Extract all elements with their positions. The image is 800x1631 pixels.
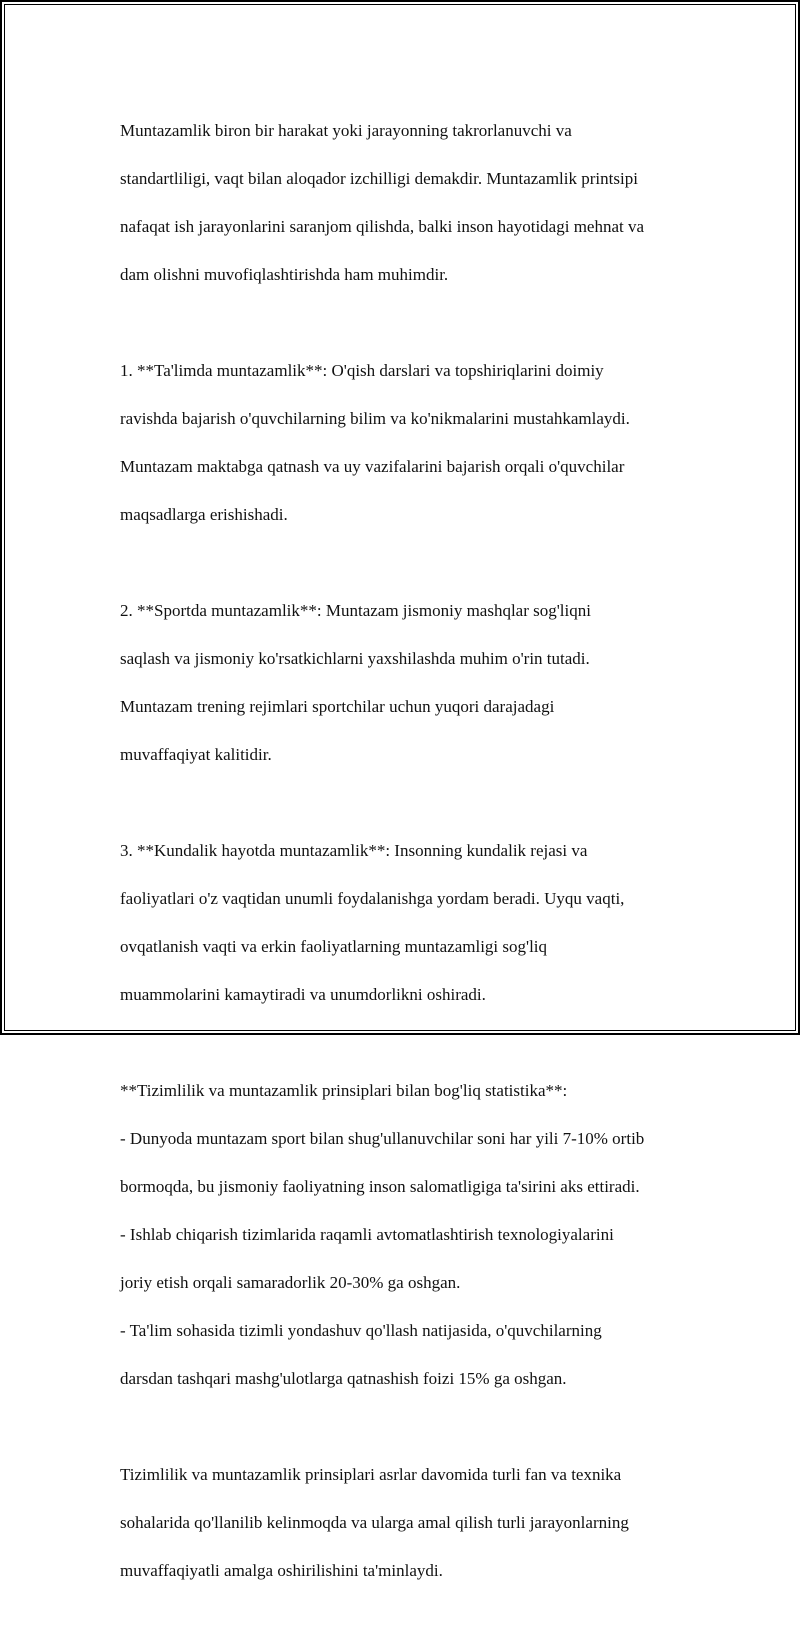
text-line: standartliligi, vaqt bilan aloqador izchilligi demakdir. Muntazamlik printsipi	[120, 169, 638, 188]
text-line: ovqatlanish vaqti va erkin faoliyatlarning muntazamligi sog'liq	[120, 937, 548, 956]
text-line: sohalarida qo'llanilib kelinmoqda va ularga amal qilish turli jarayonlarning	[120, 1513, 629, 1532]
paragraph-sport	[120, 575, 700, 791]
text-line: maqsadlarga erishishadi.	[120, 505, 288, 524]
text-line: faoliyatlari o'z vaqtidan unumli foydalanishga yordam beradi. Uyqu vaqti,	[120, 889, 625, 908]
text-line: 3. **Kundalik hayotda muntazamlik**: Insonning kundalik rejasi va	[120, 841, 588, 860]
paragraph-statistics	[120, 1055, 700, 1415]
document-body	[120, 95, 700, 1631]
paragraph-education	[120, 335, 700, 551]
text-line: 2. **Sportda muntazamlik**: Muntazam jismoniy mashqlar sog'liqni	[120, 601, 591, 620]
text-line: joriy etish orqali samaradorlik 20-30% ga oshgan.	[120, 1273, 461, 1292]
text-line: muvaffaqiyat kalitidir.	[120, 745, 272, 764]
text-line: bormoqda, bu jismoniy faoliyatning inson salomatligiga ta'sirini aks ettiradi.	[120, 1177, 640, 1196]
text-line: nafaqat ish jarayonlarini saranjom qilishda, balki inson hayotidagi mehnat va	[120, 217, 645, 236]
text-line: 1. **Ta'limda muntazamlik**: O'qish darslari va topshiriqlarini doimiy	[120, 361, 604, 380]
text-line: darsdan tashqari mashg'ulotlarga qatnashish foizi 15% ga oshgan.	[120, 1369, 567, 1388]
paragraph-intro	[120, 95, 700, 311]
text-line: - Dunyoda muntazam sport bilan shug'ullanuvchilar soni har yili 7-10% ortib	[120, 1129, 645, 1148]
text-line: **Tizimlilik va muntazamlik prinsiplari bilan bog'liq statistika**:	[120, 1081, 568, 1100]
text-line: saqlash va jismoniy ko'rsatkichlarni yaxshilashda muhim o'rin tutadi.	[120, 649, 590, 668]
text-line: dam olishni muvofiqlashtirishda ham muhimdir.	[120, 265, 449, 284]
text-line: - Ishlab chiqarish tizimlarida raqamli avtomatlashtirish texnologiyalarini	[120, 1225, 614, 1244]
text-line: muammolarini kamaytiradi va unumdorlikni oshiradi.	[120, 985, 486, 1004]
text-line: Muntazamlik biron bir harakat yoki jarayonning takrorlanuvchi va	[120, 121, 572, 140]
text-line: muvaffaqiyatli amalga oshirilishini ta'minlaydi.	[120, 1561, 443, 1580]
text-line: Muntazam maktabga qatnash va uy vazifalarini bajarish orqali o'quvchilar	[120, 457, 625, 476]
text-line: Muntazam trening rejimlari sportchilar uchun yuqori darajadagi	[120, 697, 555, 716]
text-line: ravishda bajarish o'quvchilarning bilim va ko'nikmalarini mustahkamlaydi.	[120, 409, 630, 428]
text-line: - Ta'lim sohasida tizimli yondashuv qo'llash natijasida, o'quvchilarning	[120, 1321, 602, 1340]
paragraph-conclusion	[120, 1439, 700, 1607]
paragraph-daily-life	[120, 815, 700, 1031]
text-line: Tizimlilik va muntazamlik prinsiplari asrlar davomida turli fan va texnika	[120, 1465, 622, 1484]
